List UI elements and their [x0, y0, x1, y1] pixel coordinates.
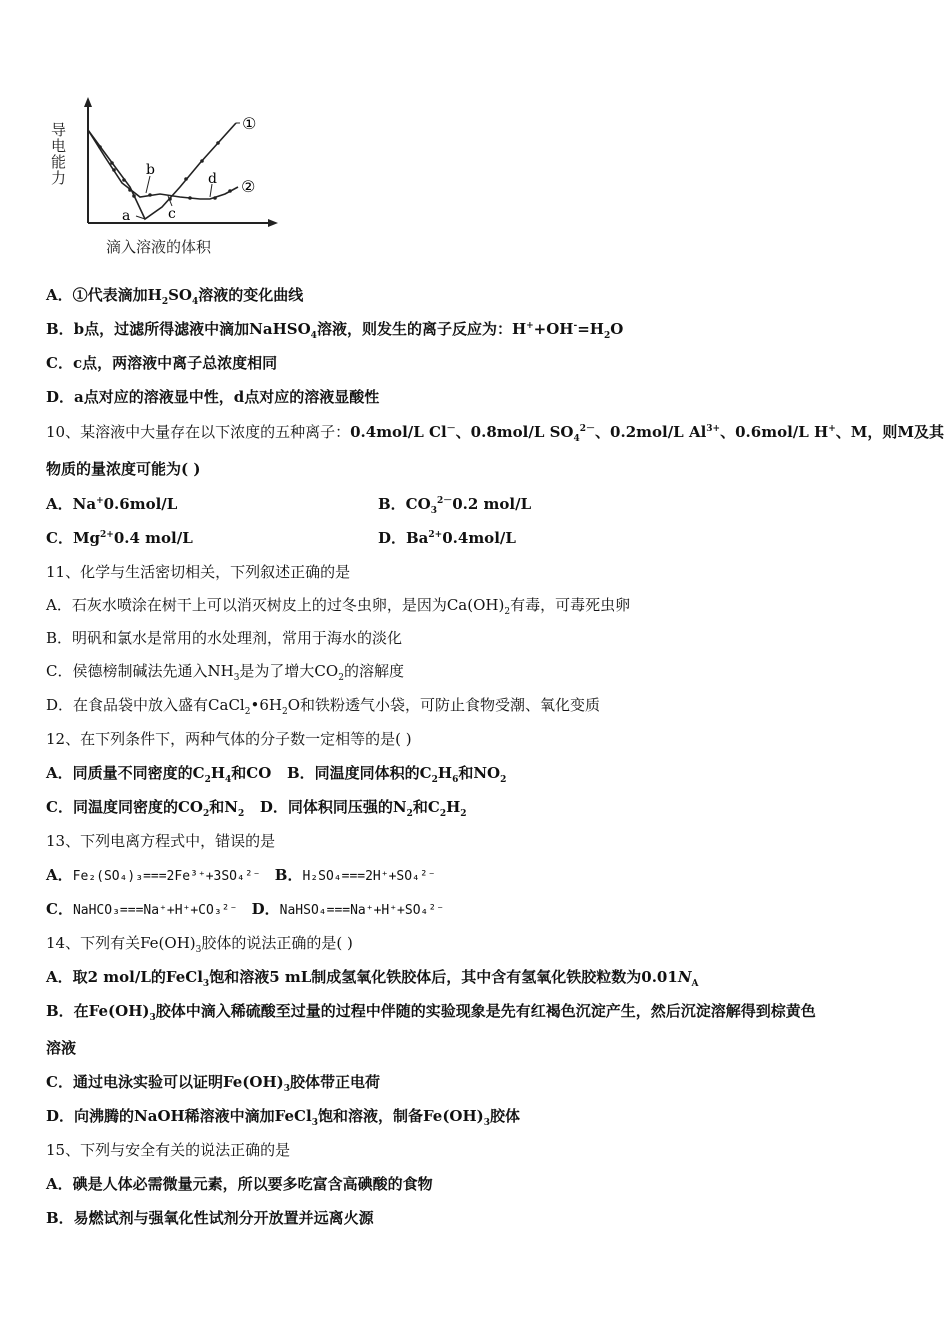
q9-option-b: B．b点，过滤所得滤液中滴加NaHSO$_4$溶液，则发生的离子反应为：$H^++OH^-=H_2O$	[46, 320, 624, 341]
q11-option-b: B．明矾和氯水是常用的水处理剂，常用于海水的淡化	[46, 629, 403, 647]
q10-stem-line1: 10、某溶液中大量存在以下浓度的五种离子：0.4mol/L Cl－、0.8mol/L $SO_4^{2-}$、0.2mol/L $Al^{3+}$、0.6mol/L H+、M，则M及其	[46, 423, 944, 444]
q13-stem: 13、下列电离方程式中，错误的是	[46, 832, 276, 850]
q11-stem: 11、化学与生活密切相关，下列叙述正确的是	[46, 563, 351, 581]
curve-1-label: ①	[242, 114, 257, 133]
q9-option-c: C．c点，两溶液中离子总浓度相同	[46, 354, 278, 372]
q12-options-ab: A．同质量不同密度的$C_2H_4$和CO B．同温度同体积的$C_2H_6$和$NO_2$	[46, 764, 507, 785]
y-axis-label: 导电能力	[51, 121, 67, 187]
q14-option-a: A．取2 mol/L的FeCl$_3$饱和溶液5 mL制成氢氧化铁胶体后，其中含有氢氧化铁胶粒数为$0.01N_A$	[46, 968, 699, 989]
q14-stem: 14、下列有关$Fe(OH)_3$胶体的说法正确的是( )	[46, 934, 353, 955]
curve-2-label: ②	[241, 177, 256, 196]
q10-option-c: C．$Mg^{2+}0.4$ mol/L	[46, 529, 193, 547]
q14-option-b-line1: B．在$Fe(OH)_3$胶体中滴入稀硫酸至过量的过程中伴随的实验现象是先有红褐色沉淀产生，然后沉淀溶解得到棕黄色	[46, 1002, 816, 1023]
q14-option-d: D．向沸腾的NaOH稀溶液中滴加FeCl$_3$饱和溶液，制备$Fe(OH)_3$胶体	[46, 1107, 521, 1128]
q10-option-a: A．Na+0.6mol/L	[46, 495, 178, 513]
q13-options-cd: C．NaHCO₃===Na⁺+H⁺+CO₃²⁻ D．NaHSO₄===Na⁺+H⁺+SO₄²⁻	[46, 900, 445, 918]
point-b: b	[146, 162, 155, 178]
q11-option-a: A．石灰水喷涂在树干上可以消灭树皮上的过冬虫卵，是因为$Ca(OH)_2$有毒，可毒死虫卵	[46, 596, 631, 617]
q9-option-a: A．①代表滴加$H_2SO_4$溶液的变化曲线	[46, 286, 304, 307]
q15-stem: 15、下列与安全有关的说法正确的是	[46, 1141, 291, 1159]
leader-b	[146, 176, 150, 193]
x-axis-arrow	[268, 219, 278, 227]
q14-option-b-line2: 溶液	[46, 1039, 77, 1057]
q11-option-c: C．侯德榜制碱法先通入$NH_3$是为了增大$CO_2$的溶解度	[46, 662, 404, 683]
y-axis-arrow	[84, 97, 92, 107]
q10-option-d: D．$Ba^{2+}0.4mol/L$	[378, 529, 516, 547]
q9-option-d: D．a点对应的溶液显中性，d点对应的溶液显酸性	[46, 388, 380, 406]
x-axis-label: 滴入溶液的体积	[106, 238, 212, 256]
q10-stem-line2: 物质的量浓度可能为( )	[46, 460, 201, 478]
q15-option-b: B．易燃试剂与强氧化性试剂分开放置并远离火源	[46, 1209, 374, 1227]
point-a: a	[122, 208, 131, 224]
q11-option-d: D．在食品袋中放入盛有$CaCl_2•6H_2O$和铁粉透气小袋，可防止食物受潮、氧化变质	[46, 696, 600, 717]
curve-2	[88, 130, 238, 199]
q12-options-cd: C．同温度同密度的$CO_2$和$N_2$ D．同体积同压强的$N_2$和$C_2H_2$	[46, 798, 467, 819]
q15-option-a: A．碘是人体必需微量元素，所以要多吃富含高碘酸的食物	[46, 1175, 433, 1193]
point-d: d	[208, 171, 217, 187]
q14-option-c: C．通过电泳实验可以证明$Fe(OH)_3$胶体带正电荷	[46, 1073, 381, 1094]
q10-option-b: B．$CO_3^{2-}0.2$ mol/L	[378, 495, 532, 516]
point-c: c	[168, 206, 176, 222]
q12-stem: 12、在下列条件下，两种气体的分子数一定相等的是( )	[46, 730, 412, 748]
q13-options-ab: A．Fe₂(SO₄)₃===2Fe³⁺+3SO₄²⁻ B．H₂SO₄===2H⁺+SO₄²⁻	[46, 866, 436, 884]
